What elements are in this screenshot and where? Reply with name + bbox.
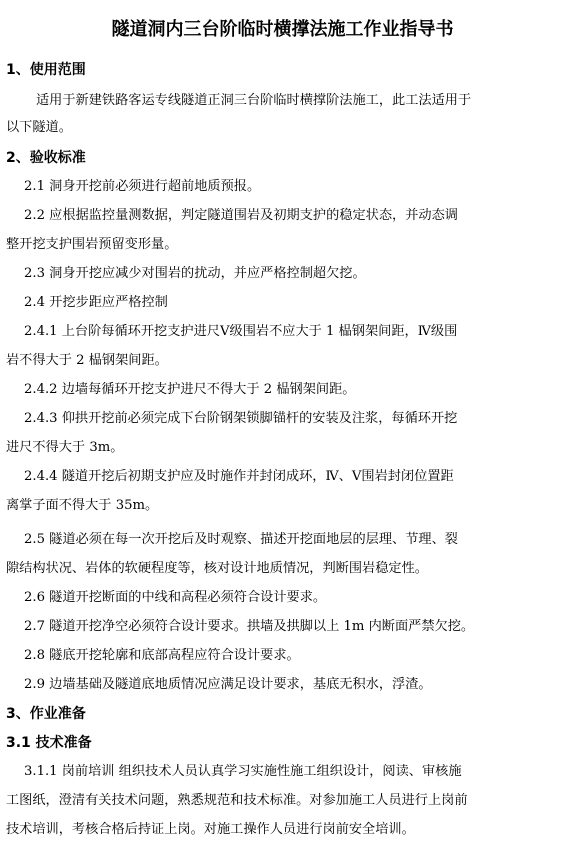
item-2-5-line-1: 2.5 隧道必须在每一次开挖后及时观察、描述开挖面地层的层理、节理、裂 [24,532,458,547]
item-2-2-line-1: 2.2 应根据监控量测数据，判定隧道围岩及初期支护的稳定状态，并动态调 [24,208,458,223]
document-title: 隧道洞内三台阶临时横撑法施工作业指导书 [111,19,454,40]
item-2-7: 2.7 隧道开挖净空必须符合设计要求。拱墙及拱脚以上 1m 内断面严禁欠挖。 [24,619,475,634]
section-heading-preparation: 3、作业准备 [6,706,86,722]
item-2-4-1-line-2: 岩不得大于 2 榀钢架间距。 [6,353,168,368]
item-2-5-line-2: 隙结构状况、岩体的软硬程度等，核对设计地质情况，判断围岩稳定性。 [6,561,428,576]
scope-paragraph-line-2: 以下隧道。 [6,120,72,135]
item-3-1-1-line-2: 工图纸，澄清有关技术问题，熟悉规范和技术标准。对参加施工人员进行上岗前 [6,793,468,808]
item-3-1-1-line-1: 3.1.1 岗前培训 组织技术人员认真学习实施性施工组织设计，阅读、审核施 [24,764,462,779]
item-2-4-4-line-1: 2.4.4 隧道开挖后初期支护应及时施作并封闭成环，Ⅳ、Ⅴ围岩封闭位置距 [24,469,454,484]
item-3-1-1-line-3: 技术培训，考核合格后持证上岗。对施工操作人员进行岗前安全培训。 [6,822,415,837]
item-2-4-3-line-2: 进尺不得大于 3m。 [6,440,124,455]
item-2-9: 2.9 边墙基础及隧道底地质情况应满足设计要求，基底无积水，浮渣。 [24,677,432,692]
item-2-8: 2.8 隧底开挖轮廓和底部高程应符合设计要求。 [24,648,300,663]
item-2-4-4-line-2: 离掌子面不得大于 35m。 [6,498,159,513]
section-heading-scope: 1、使用范围 [6,62,86,78]
item-2-3: 2.3 洞身开挖应减少对围岩的扰动，并应严格控制超欠挖。 [24,266,366,281]
scope-paragraph-line-1: 适用于新建铁路客运专线隧道正洞三台阶临时横撑阶法施工，此工法适用于 [36,93,472,108]
item-2-1: 2.1 洞身开挖前必须进行超前地质预报。 [24,179,261,194]
item-2-4-1-line-1: 2.4.1 上台阶每循环开挖支护进尺Ⅴ级围岩不应大于 1 榀钢架间距，Ⅳ级围 [24,324,458,339]
item-2-2-line-2: 整开挖支护围岩预留变形量。 [6,237,178,252]
item-2-4: 2.4 开挖步距应严格控制 [24,295,168,310]
item-2-4-2: 2.4.2 边墙每循环开挖支护进尺不得大于 2 榀钢架间距。 [24,382,356,397]
subsection-heading-technical: 3.1 技术准备 [6,735,92,751]
item-2-6: 2.6 隧道开挖断面的中线和高程必须符合设计要求。 [24,590,327,605]
section-heading-acceptance: 2、验收标准 [6,150,86,166]
item-2-4-3-line-1: 2.4.3 仰拱开挖前必须完成下台阶钢架锁脚锚杆的安装及注浆，每循环开挖 [24,411,458,426]
